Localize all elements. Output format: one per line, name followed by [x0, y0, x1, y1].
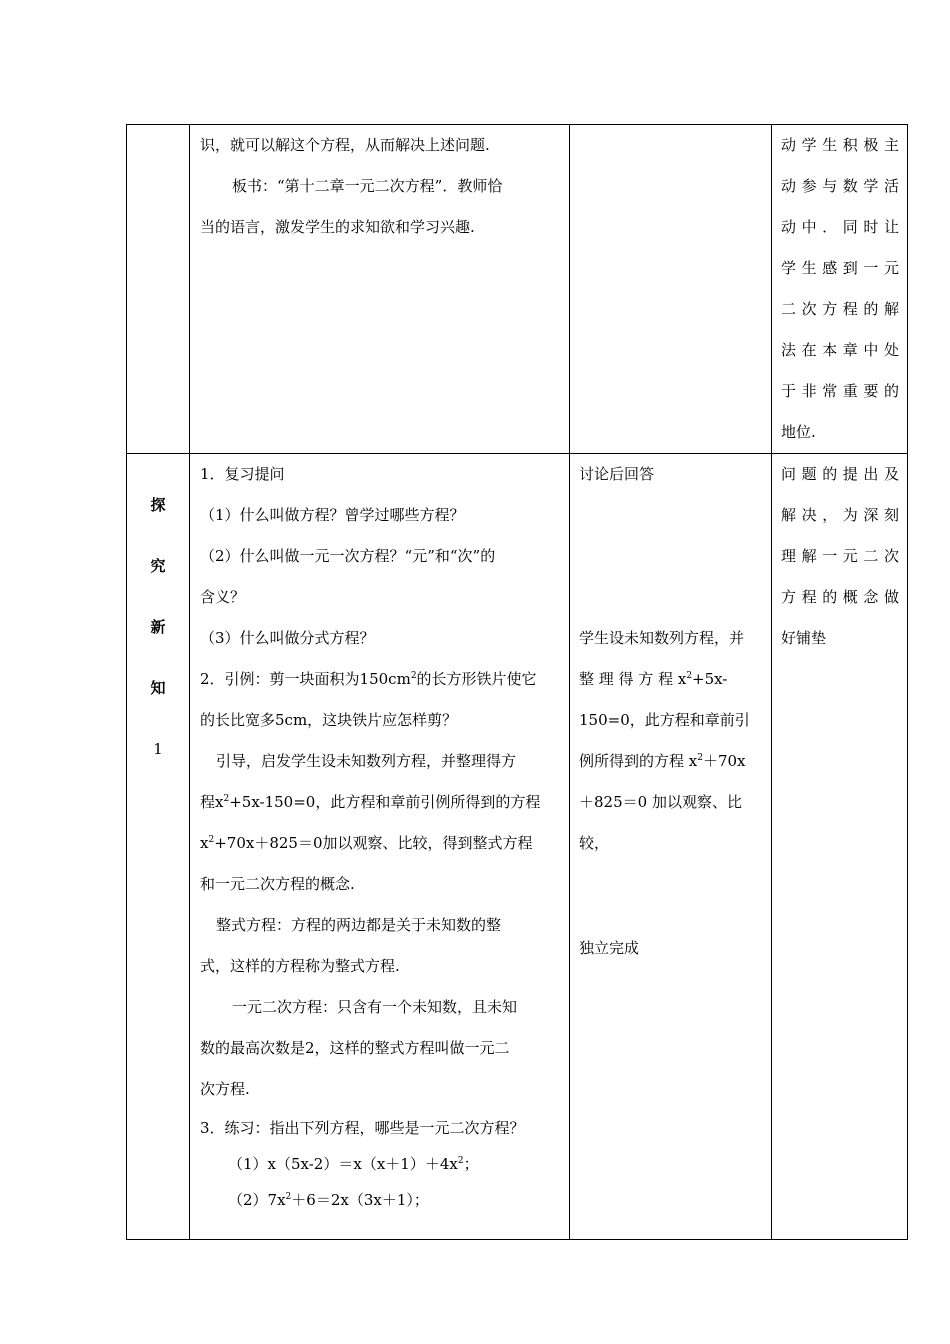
table-row: [127, 125, 908, 454]
design-line: 解决，为深刻: [781, 506, 899, 524]
student-line: ＋825＝0 加以观察、比: [579, 793, 742, 811]
section-heading-char: 探: [150, 496, 166, 514]
design-line: 问题的提出及: [781, 465, 899, 483]
section-cell: [127, 125, 190, 454]
design-line: 学生感到一元: [781, 259, 899, 277]
content-line: 数的最高次数是2，这样的整式方程叫做一元二: [200, 1039, 510, 1057]
content-line: 次方程.: [200, 1080, 250, 1098]
design-line: 法在本章中处: [781, 341, 899, 359]
content-line: 程$x^2+5x-150=0$，此方程和章前引例所得到的方程: [200, 793, 541, 811]
content-line: （1）什么叫做方程？曾学过哪些方程？: [200, 506, 465, 524]
content-line: 引导，启发学生设未知数列方程，并整理得方: [216, 752, 517, 770]
student-line: 较，: [579, 834, 610, 852]
design-line: 于非常重要的: [781, 382, 899, 400]
design-line: 理解一元二次: [781, 547, 899, 565]
design-intent-cell: [772, 454, 908, 1240]
teacher-activity-cell: [190, 125, 570, 454]
student-line: 整 理 得 方 程 $x^2+5x-$: [579, 670, 728, 688]
content-line: 的长比宽多5cm，这块铁片应怎样剪？: [200, 711, 458, 729]
design-line: 动参与数学活: [781, 177, 899, 195]
design-line: 动中．同时让: [781, 218, 899, 236]
design-line: 地位.: [781, 423, 816, 441]
content-line: 板书：“第十二章一元二次方程”．教师恰: [232, 177, 503, 195]
student-line: 讨论后回答: [579, 465, 655, 483]
content-line: 一元二次方程：只含有一个未知数，且未知: [232, 998, 518, 1016]
content-line: （2）什么叫做一元一次方程？“元”和“次”的: [200, 547, 496, 565]
section-heading-char: 知: [150, 679, 166, 697]
content-line: 识，就可以解这个方程，从而解决上述问题.: [200, 136, 490, 154]
student-line: 独立完成: [579, 939, 640, 957]
content-line: 2．引例：剪一块面积为$150cm^2$的长方形铁片使它: [200, 670, 537, 688]
content-line: （3）什么叫做分式方程？: [200, 629, 375, 647]
section-heading-char: 1: [153, 740, 163, 758]
design-line: 动学生积极主: [781, 136, 899, 154]
content-line: 整式方程：方程的两边都是关于未知数的整: [216, 916, 502, 934]
content-line: $x^2+70x+825=0$加以观察、比较，得到整式方程: [200, 834, 533, 852]
student-activity-cell: [570, 125, 772, 454]
content-line: 1．复习提问: [200, 465, 285, 483]
student-line: 学生设未知数列方程，并: [579, 629, 745, 647]
student-line: 例所得到的方程 $x^2+70x$: [579, 752, 746, 770]
section-heading-cell: [127, 454, 190, 1240]
design-line: 方程的概念做: [781, 588, 899, 606]
content-line: 3．练习：指出下列方程，哪些是一元二次方程？: [200, 1119, 525, 1137]
lesson-plan-table: [126, 124, 908, 1240]
design-line: 好铺垫: [781, 629, 827, 647]
section-heading-char: 新: [150, 618, 166, 636]
section-heading-char: 究: [150, 557, 166, 575]
content-line: $(1)x(5x-2)=x(x+1)+4x^2$；: [228, 1155, 479, 1173]
content-line: 当的语言，激发学生的求知欲和学习兴趣.: [200, 218, 475, 236]
content-line: 含义？: [200, 588, 246, 606]
content-line: 和一元二次方程的概念.: [200, 875, 355, 893]
content-line: 式，这样的方程称为整式方程.: [200, 957, 400, 975]
design-line: 二次方程的解: [781, 300, 899, 318]
content-line: $(2)7x^2+6=2x(3x+1)$；: [228, 1191, 429, 1209]
teacher-activity-cell: [190, 454, 570, 1240]
student-line: 150=0，此方程和章前引: [579, 711, 750, 729]
table-row: [127, 454, 908, 1240]
design-intent-cell: [772, 125, 908, 454]
student-activity-cell: [570, 454, 772, 1240]
